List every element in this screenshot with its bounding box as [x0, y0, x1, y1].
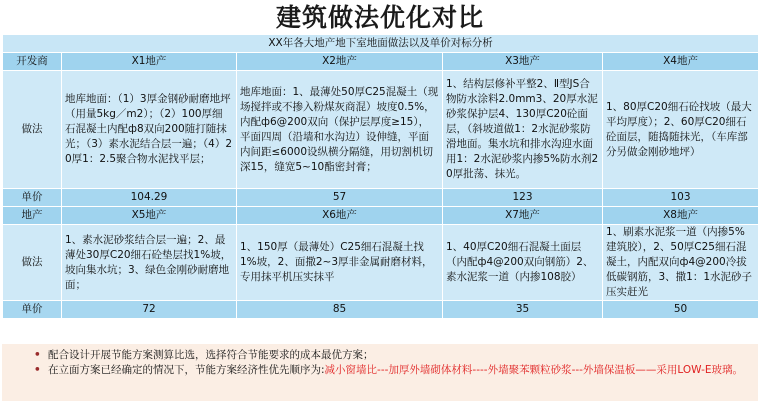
method-row-1	[3, 71, 759, 189]
method-row-2	[3, 225, 759, 301]
price-cell-x4: 103	[603, 189, 759, 207]
header-cell-x8: X8地产	[603, 207, 759, 225]
method-label: 做法	[3, 71, 62, 189]
method-cell-x6: 1、150厚（最薄处）C25细石混凝土找1%坡，2、面撒2~3厚非金属耐磨材料，专用抹平机压实抹平	[237, 225, 443, 301]
header-cell-developer: 开发商	[3, 53, 62, 71]
header-row-2	[3, 207, 759, 225]
method-cell-x7: 1、40厚C20细石混凝土面层（内配ф4@200双向钢筋）2、素水泥浆一道（内掺108胶）	[443, 225, 603, 301]
price-row-1	[3, 189, 759, 207]
header-cell-developer-2: 地产	[3, 207, 62, 225]
method-cell-x5: 1、素水泥砂浆结合层一遍；2、最薄处30厚C20细石砼垫层找1%坡，坡向集水坑；3、绿色金刚砂耐磨地面；	[62, 225, 237, 301]
price-cell-x3: 123	[443, 189, 603, 207]
page-title: 建筑做法优化对比	[275, 3, 484, 32]
header-cell-x6: X6地产	[237, 207, 443, 225]
note-item-1	[34, 348, 748, 363]
comparison-table	[2, 34, 759, 319]
notes-panel	[2, 344, 758, 401]
note-highlight: 减小窗墙比---加厚外墙砌体材料----外墙聚苯颗粒砂浆---外墙保温板——采用LOW-E玻璃。	[324, 364, 744, 376]
price-cell-x6: 85	[237, 301, 443, 319]
price-cell-x8: 50	[603, 301, 759, 319]
price-cell-x7: 35	[443, 301, 603, 319]
note-text-1: 配合设计开展节能方案测算比选，选择符合节能要求的成本最优方案；	[48, 349, 374, 361]
header-cell-x4: X4地产	[603, 53, 759, 71]
header-cell-x2: X2地产	[237, 53, 443, 71]
header-cell-x1: X1地产	[62, 53, 237, 71]
header-cell-x5: X5地产	[62, 207, 237, 225]
method-cell-x2: 地库地面：1、最薄处50厚C25混凝土（现场搅拌或不掺入粉煤灰商混）坡度0.5%，内配ф6@200双向（保护层厚度≥15），平面四周（沿墙和水沟边）设伸缝，平面内间距≤6000设纵横分隔缝，用切割机切深15，缝宽5~10酯密封膏；	[237, 71, 443, 189]
method-label-2: 做法	[3, 225, 62, 301]
method-cell-x1: 地库地面：（1）3厚金钢砂耐磨地坪（用量5kg／m2）；（2）100厚细石混凝土内配ф8双向200随打随抹光；（3）素水泥结合层一遍；（4）20厚1：2.5聚合物水泥找平层；	[62, 71, 237, 189]
header-row-1	[3, 53, 759, 71]
price-row-2	[3, 301, 759, 319]
method-cell-x3: 1、结构层修补平整2、Ⅱ型JS合物防水涂料2.0mm3、20厚水泥砂浆保护层4、130厚C20砼面层，（斜坡道做1：2水泥砂浆防滑地面。集水坑和排水沟迎水面用1：2水泥砂浆内掺5%防水剂20厚批荡、抹光。	[443, 71, 603, 189]
bullet-icon: •	[34, 364, 41, 376]
table-caption: XX年各大地产地下室地面做法以及单价对标分析	[3, 35, 759, 53]
header-cell-x7: X7地产	[443, 207, 603, 225]
note-item-2	[34, 363, 748, 378]
price-cell-x2: 57	[237, 189, 443, 207]
bullet-icon: •	[34, 349, 41, 361]
table-caption-row	[3, 35, 759, 53]
price-cell-x1: 104.29	[62, 189, 237, 207]
method-cell-x4: 1、80厚C20细石砼找坡（最大平均厚度）；2、60厚C20细石砼面层，随捣随抹光，（车库部分另做金刚砂地坪）	[603, 71, 759, 189]
price-label-2: 单价	[3, 301, 62, 319]
note-text-2: 在立面方案已经确定的情况下，节能方案经济性优先顺序为:	[48, 364, 325, 376]
method-cell-x8: 1、刷素水泥浆一道（内掺5%建筑胶），2、50厚C25细石混凝土，内配双向ф4@200冷拔低碳钢筋，3、撒1：1水泥砂子压实赶光	[603, 225, 759, 301]
header-cell-x3: X3地产	[443, 53, 603, 71]
price-cell-x5: 72	[62, 301, 237, 319]
price-label: 单价	[3, 189, 62, 207]
